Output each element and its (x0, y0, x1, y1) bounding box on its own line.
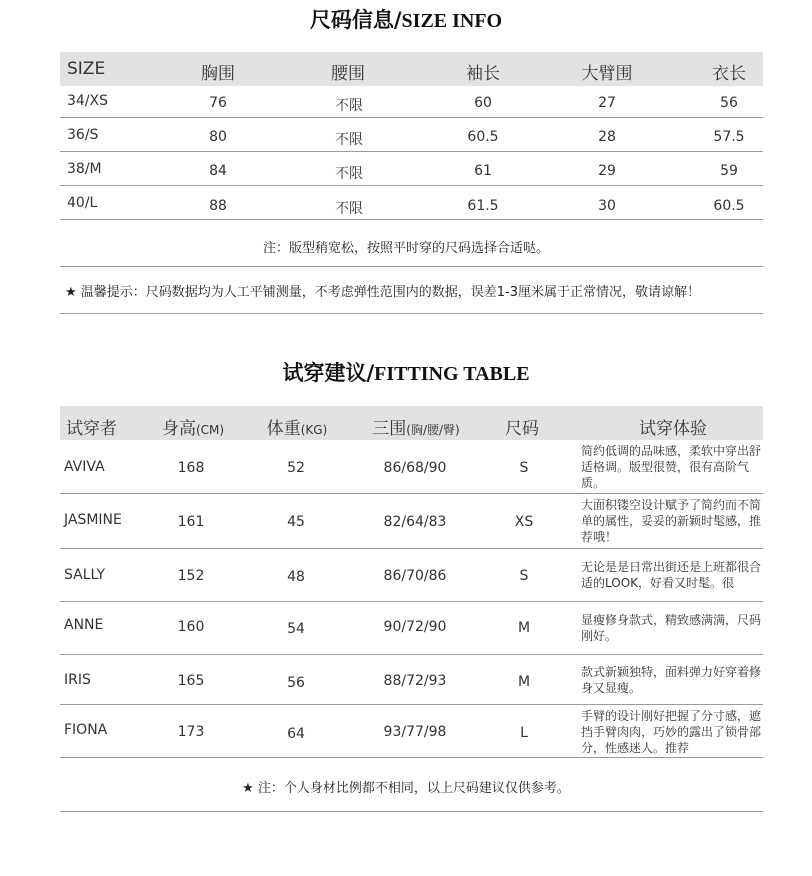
fitting-name: IRIS (64, 672, 91, 688)
fitting-header-weight (267, 414, 328, 439)
size-note: 注：版型稍宽松，按照平时穿的尺码选择合适哒。 (262, 241, 549, 256)
size-cell: 56 (720, 95, 738, 111)
size-cell: 88 (209, 198, 227, 214)
divider (60, 548, 763, 549)
fitting-height: 165 (177, 673, 205, 689)
fitting-weight: 56 (287, 675, 305, 691)
divider (60, 151, 763, 152)
divider (60, 117, 763, 118)
size-header-waist: 腰围 (331, 64, 365, 84)
fitting-size: S (519, 460, 529, 476)
size-cell: 40/L (67, 195, 98, 211)
fitting-measure: 90/72/90 (383, 619, 447, 635)
size-cell: 61 (474, 163, 492, 179)
size-cell: 60.5 (713, 198, 745, 214)
fitting-title-cn: 试穿建议/ (282, 361, 375, 385)
size-info-title-cn: 尺码信息/ (309, 8, 402, 32)
size-cell: 84 (209, 163, 227, 179)
divider (60, 757, 763, 758)
fitting-size: XS (514, 514, 534, 530)
size-cell: 34/XS (67, 93, 109, 109)
fitting-weight: 48 (287, 569, 305, 585)
fitting-experience: 无论是是日常出街还是上班都很合适的LOOK，好看又时髦。很 (581, 560, 762, 590)
size-cell: 76 (209, 95, 227, 111)
fitting-size: S (519, 568, 529, 584)
size-cell: 80 (209, 129, 227, 145)
fitting-size: M (517, 674, 531, 690)
fitting-name: ANNE (64, 617, 104, 633)
fitting-measure: 88/72/93 (383, 673, 447, 689)
fitting-experience: 手臂的设计刚好把握了分寸感，遮挡手臂肉肉，巧妙的露出了锁骨部分，性感迷人。推荐 (581, 709, 762, 755)
fitting-header-height (162, 414, 224, 439)
size-cell: 57.5 (713, 129, 745, 145)
fitting-weight: 45 (287, 514, 305, 530)
fitting-experience: 显瘦修身款式，精致感满满，尺码刚好。 (581, 613, 762, 643)
size-header-upper-arm: 大臂围 (581, 64, 633, 84)
fitting-header-experience (639, 414, 707, 439)
fitting-measure: 82/64/83 (383, 514, 447, 530)
fitting-header-label: 体重 (266, 419, 301, 439)
size-info-title (0, 4, 812, 34)
fitting-header-unit: (CM) (195, 423, 225, 437)
size-cell: 36/S (67, 127, 99, 143)
fitting-header-label: 试穿体验 (639, 419, 707, 439)
size-cell: 61.5 (467, 198, 499, 214)
fitting-experience: 简约低调的品味感，柔软中穿出舒适格调。版型很赞，很有高阶气质。 (581, 444, 762, 490)
fitting-height: 160 (177, 619, 205, 635)
divider (60, 266, 763, 267)
size-cell: 60.5 (467, 129, 499, 145)
fitting-name: JASMINE (64, 512, 122, 528)
fitting-header-name (66, 414, 117, 439)
fitting-title-en: FITTING TABLE (374, 363, 530, 385)
size-cell: 27 (598, 95, 616, 111)
size-cell: 不限 (335, 98, 363, 114)
divider (60, 601, 763, 602)
fitting-name: AVIVA (64, 459, 105, 475)
fitting-header-label: 尺码 (505, 419, 539, 439)
fitting-measure: 93/77/98 (383, 724, 447, 740)
size-tip: ★ 温馨提示：尺码数据均为人工平铺测量，不考虑弹性范围内的数据，误差1-3厘米属于正常情况，敬请谅解！ (65, 285, 701, 300)
size-cell: 29 (598, 163, 616, 179)
fitting-weight: 52 (287, 460, 305, 476)
fitting-height: 168 (177, 460, 205, 476)
fitting-size: M (517, 620, 531, 636)
size-cell: 38/M (67, 161, 102, 177)
divider (60, 219, 763, 220)
fitting-name: FIONA (64, 722, 108, 738)
size-table-header (60, 52, 763, 86)
fitting-weight: 54 (287, 621, 305, 637)
divider (60, 185, 763, 186)
size-cell: 不限 (335, 132, 363, 148)
divider (60, 704, 763, 705)
size-header-chest: 胸围 (201, 64, 235, 84)
divider (60, 493, 763, 494)
size-cell: 不限 (335, 166, 363, 182)
fitting-header-label: 试穿者 (66, 419, 117, 439)
fitting-note: ★ 注：个人身材比例都不相同，以上尺码建议仅供参考。 (242, 781, 570, 796)
divider (60, 811, 763, 812)
fitting-header-measure (372, 414, 459, 439)
size-header-size: SIZE (67, 59, 106, 79)
fitting-height: 161 (177, 514, 205, 530)
size-info-title-en: SIZE INFO (401, 10, 503, 32)
fitting-header-label: 三围 (372, 419, 407, 439)
fitting-title (0, 357, 812, 387)
fitting-measure: 86/70/86 (383, 568, 447, 584)
fitting-weight: 64 (287, 726, 305, 742)
size-cell: 59 (720, 163, 738, 179)
fitting-height: 152 (177, 568, 205, 584)
fitting-size: L (520, 725, 528, 741)
fitting-experience: 款式新颖独特，面料弹力好穿着修身又显瘦。 (581, 665, 762, 695)
size-header-sleeve: 袖长 (466, 64, 500, 84)
size-cell: 28 (598, 129, 616, 145)
fitting-height: 173 (177, 724, 205, 740)
fitting-header-unit: (KG) (300, 423, 328, 437)
divider (60, 313, 763, 314)
fitting-measure: 86/68/90 (383, 460, 447, 476)
size-cell: 不限 (335, 201, 363, 217)
size-cell: 30 (598, 198, 616, 214)
fitting-header-unit: (胸/腰/臀) (406, 423, 460, 437)
size-cell: 60 (474, 95, 492, 111)
fitting-header-size (505, 414, 539, 439)
divider (60, 654, 763, 655)
fitting-header-label: 身高 (161, 419, 196, 439)
size-header-length: 衣长 (712, 64, 746, 84)
fitting-name: SALLY (64, 567, 106, 583)
fitting-experience: 大面积镂空设计赋予了简约而不简单的属性，妥妥的新颖时髦感，推荐哦！ (581, 498, 762, 544)
